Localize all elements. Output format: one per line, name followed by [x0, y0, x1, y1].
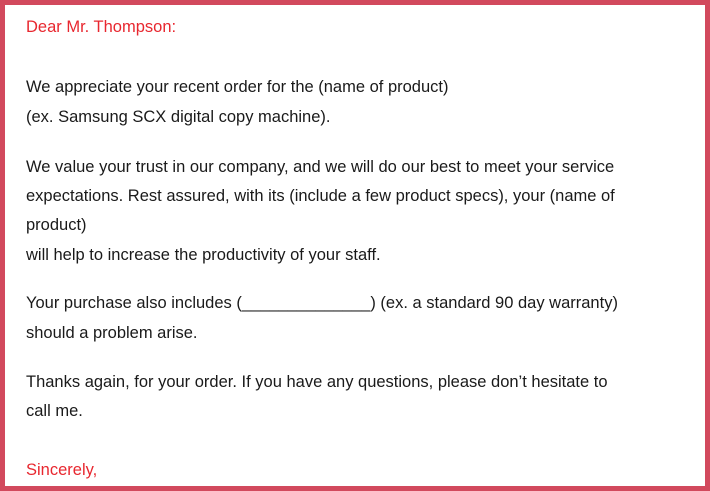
- paragraph-1-line-1: We appreciate your recent order for the (name of product): [26, 78, 449, 96]
- paragraph-4-line-2: call me.: [26, 402, 83, 420]
- paragraph-2-line-2: expectations. Rest assured, with its (include a few product specs), your (name of: [26, 187, 615, 205]
- paragraph-3-line-1: Your purchase also includes (______________) (ex. a standard 90 day warranty): [26, 294, 618, 312]
- paragraph-2-line-1: We value your trust in our company, and we will do our best to meet your service: [26, 158, 615, 176]
- paragraph-2-line-3: product): [26, 216, 87, 234]
- paragraph-1-line-2: (ex. Samsung SCX digital copy machine).: [26, 108, 331, 126]
- paragraph-2-line-4: will help to increase the productivity of your staff.: [26, 246, 381, 264]
- salutation: Dear Mr. Thompson:: [26, 18, 177, 36]
- closing: Sincerely,: [26, 461, 98, 479]
- paragraph-4-line-1: Thanks again, for your order. If you have any questions, please don’t hesitate to: [26, 373, 608, 391]
- paragraph-3-line-2: should a problem arise.: [26, 324, 198, 342]
